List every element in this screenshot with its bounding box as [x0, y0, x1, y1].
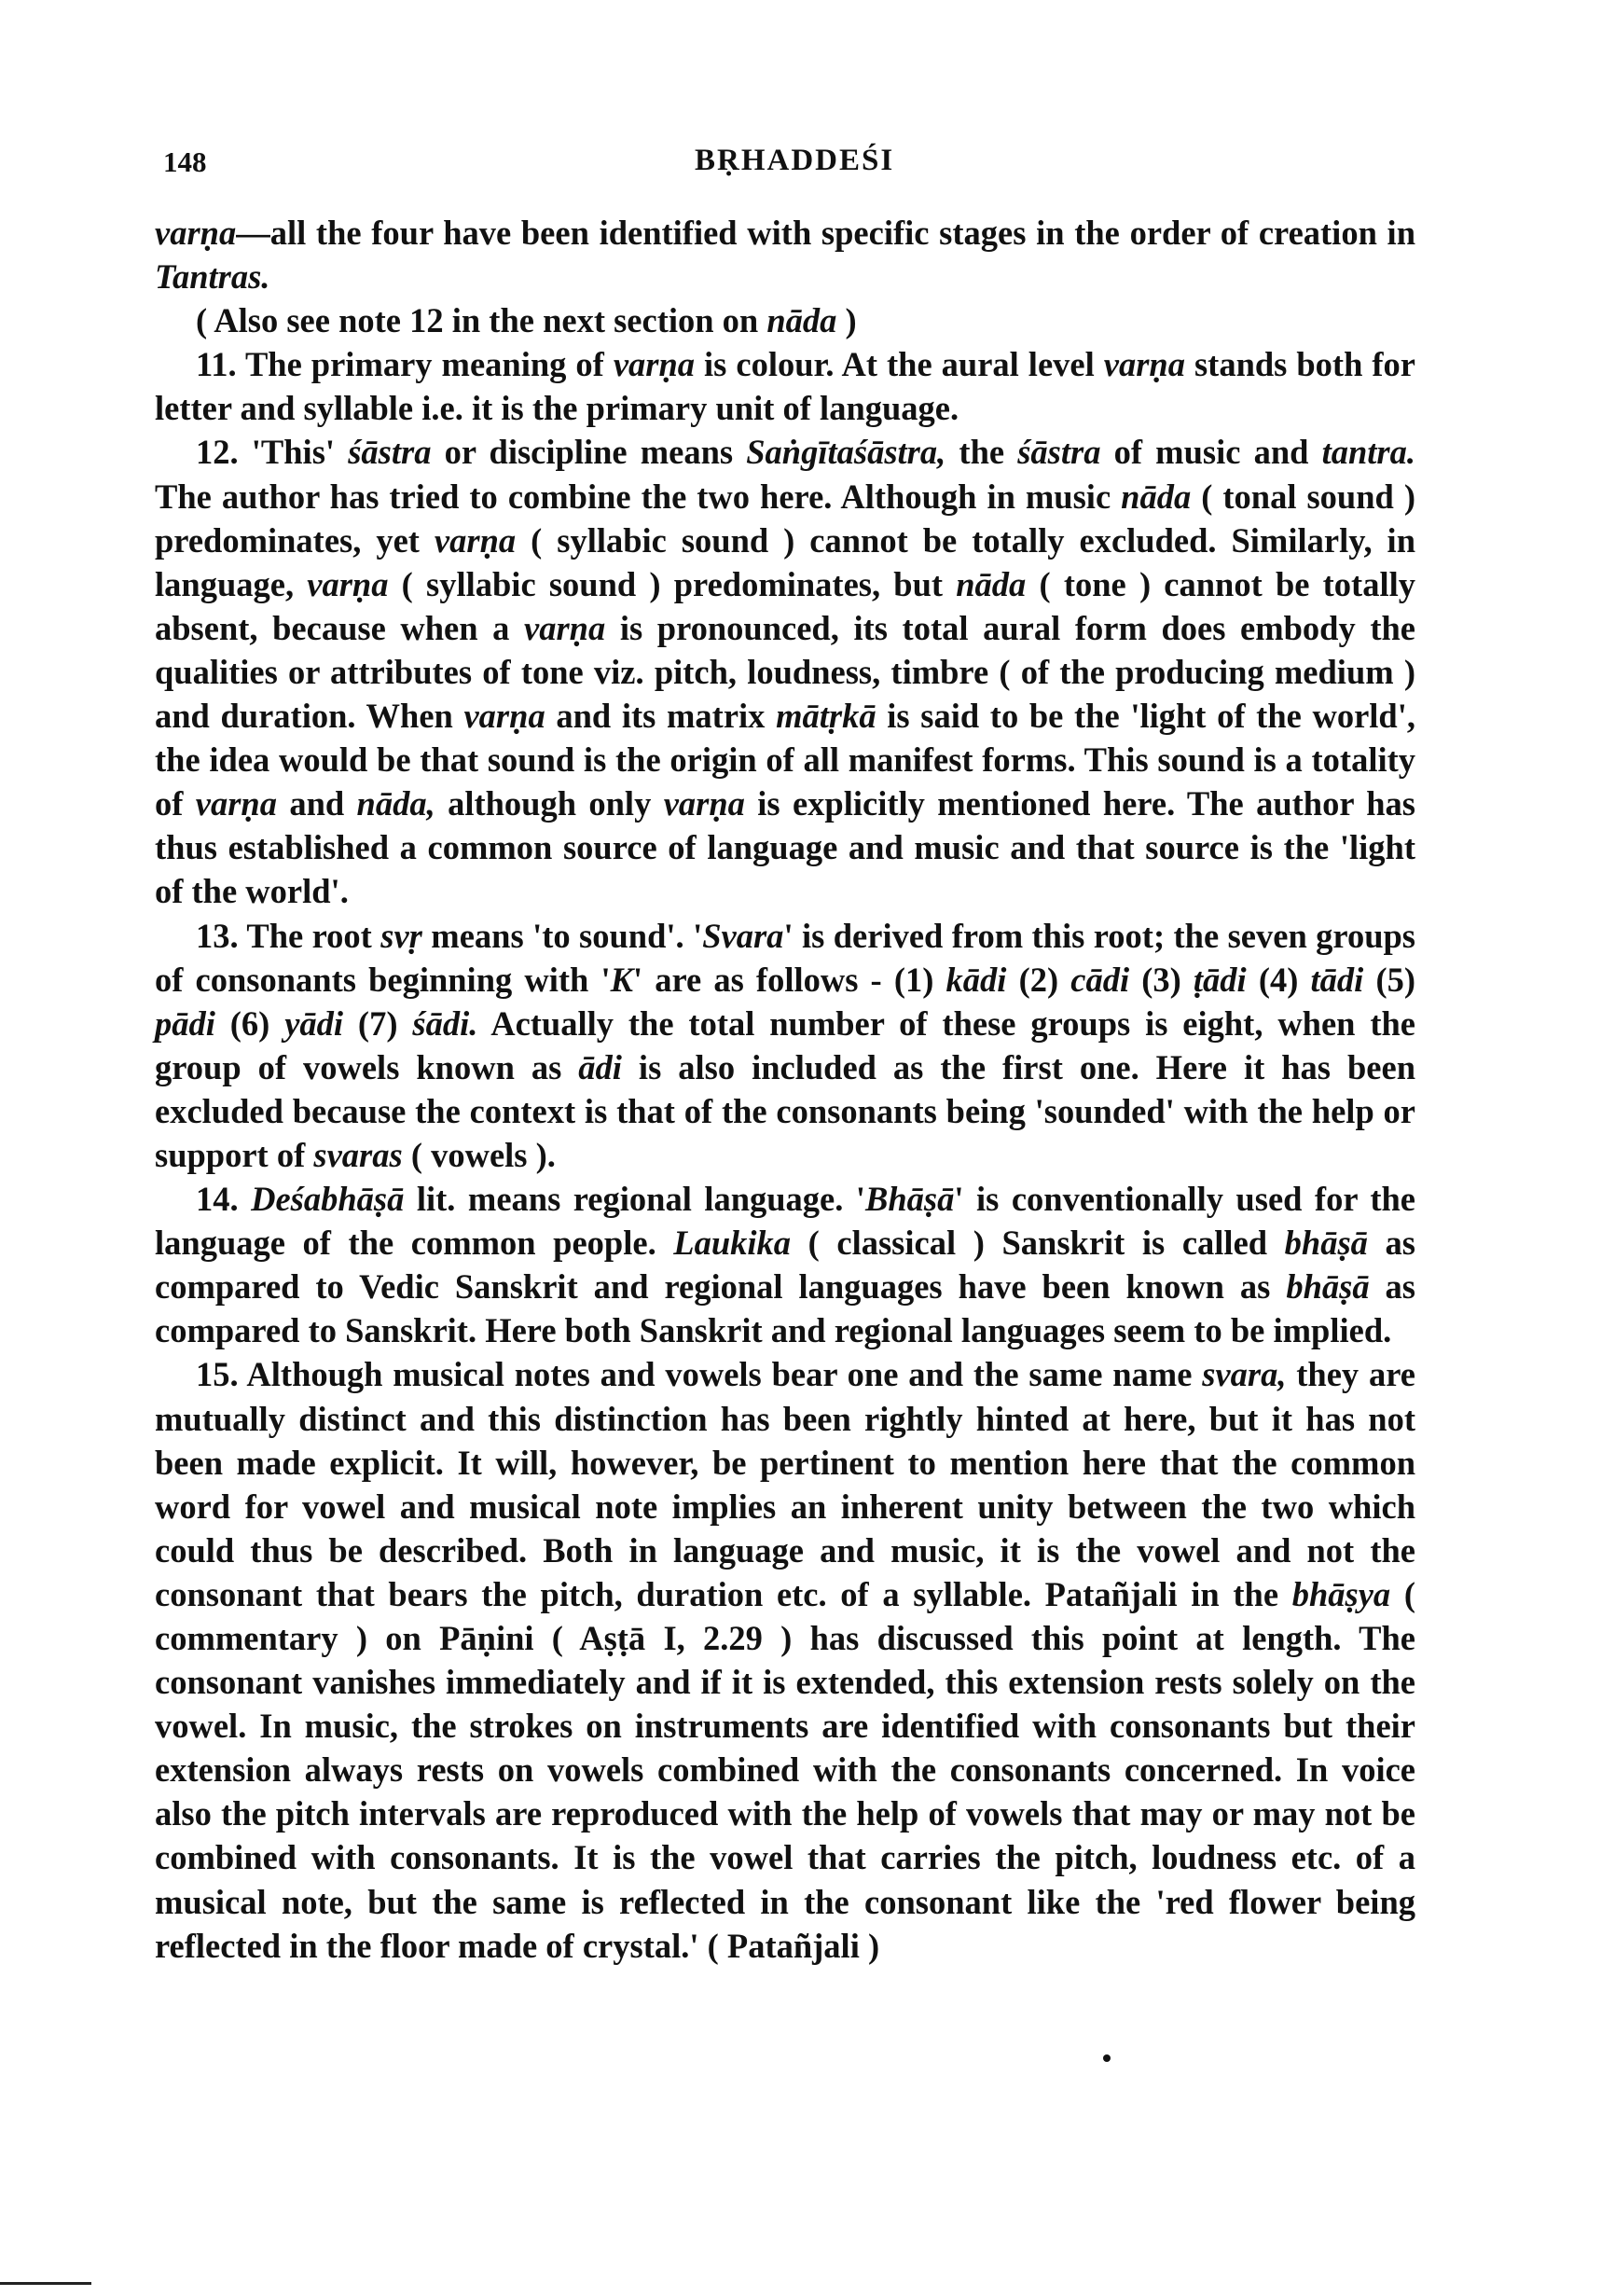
- text-run: the: [945, 433, 1018, 472]
- italic-term: yādi: [284, 1003, 344, 1043]
- italic-term: nāda: [1121, 477, 1192, 516]
- text-run: of music and: [1100, 433, 1322, 472]
- text-run: The author has tried to combine the two here. Although in music: [155, 477, 1122, 516]
- text-run: (6): [214, 1003, 285, 1043]
- text-run: ' is derived from this root; the seven groups of consonants beginning with ': [155, 916, 1416, 999]
- text-run: as compared to Sanskrit. Here both Sanskrit and regional languages seem to be implied.: [155, 1267, 1415, 1350]
- italic-term: ṭādi: [1193, 960, 1247, 999]
- text-run: 11. The primary meaning of: [196, 345, 614, 384]
- notes-body: [155, 211, 1415, 1968]
- text-run: ( syllabic sound ) cannot be totally excluded. Similarly, in language,: [155, 520, 1415, 603]
- text-run: is explicitly mentioned here. The author has thus established a common source of language and music and that source is the 'light of the world'.: [155, 784, 1415, 911]
- text-run: 12. 'This': [196, 433, 349, 472]
- italic-term: varṇa: [613, 345, 696, 384]
- italic-term: nāda,: [356, 784, 435, 823]
- paragraph-note-15: [155, 1352, 1415, 1967]
- italic-term: tantra.: [1321, 433, 1415, 472]
- italic-term: Saṅgītaśāstra,: [746, 433, 946, 472]
- italic-term: śāstra: [1017, 433, 1101, 472]
- text-run: is colour. At the aural level: [695, 345, 1104, 384]
- text-run: ( tone ) cannot be totally absent, because when a: [155, 564, 1415, 647]
- italic-term: svara,: [1202, 1355, 1287, 1394]
- paragraph-note-14: [155, 1177, 1415, 1352]
- text-run: ' is conventionally used for the language of the common people.: [155, 1180, 1416, 1263]
- text-run: lit. means regional language. ': [404, 1180, 866, 1219]
- text-run: is also included as the first one. Here it has been excluded because the context is that of the consonants being 'sounded' with the help or support of: [155, 1047, 1415, 1174]
- italic-term: bhāṣā: [1286, 1267, 1370, 1307]
- italic-term: pādi: [155, 1003, 215, 1043]
- text-run: although only: [435, 784, 664, 823]
- text-run: 15. Although musical notes and vowels bear one and the same name: [196, 1355, 1203, 1394]
- text-run: (4): [1246, 960, 1311, 999]
- text-run: ( classical ) Sanskrit is called: [791, 1224, 1285, 1263]
- italic-term: svṛ: [380, 916, 422, 955]
- italic-term: varṇa: [195, 784, 277, 823]
- italic-term: bhāṣya: [1291, 1574, 1391, 1613]
- page-number: 148: [163, 145, 207, 178]
- scan-edge-mark: [0, 2282, 91, 2285]
- paragraph-cont: [155, 211, 1415, 298]
- text-run: (7): [343, 1003, 413, 1043]
- italic-term: mātṛkā: [776, 697, 876, 736]
- text-run: —all the four have been identified with specific stages in the order of creation in: [236, 214, 1415, 252]
- text-run: ( commentary ) on Pāṇini ( Aṣṭā I, 2.29 ) has discussed this point at length. The consonant vanishes immediately and if it is extended, this extension rests solely on the vowel. In music, the strokes on instruments are identified with consonants but their extension always rests on vowels combined with the consonants concerned. In voice also the pitch intervals are reproduced with the help of vowels that may or may not be combined with consonants. It is the vowel that carries the pitch, loudness etc. of a musical note, but the same is reflected in the consonant like the 'red flower being reflected in the floor made of crystal.' ( Patañjali ): [155, 1574, 1415, 1965]
- italic-term: varṇa: [307, 564, 389, 603]
- italic-term: Deśabhāṣā: [251, 1180, 405, 1219]
- text-run: they are mutually distinct and this distinction has been rightly hinted at here, but it has not been made explicit. It will, however, be pertinent to mention here that the common word for vowel and musical note implies an inherent unity between the two which could thus be described. Both in language and music, it is the vowel and not the consonant that bears the pitch, duration etc. of a syllable. Patañjali in the: [155, 1355, 1415, 1613]
- italic-term: varṇa: [463, 697, 545, 736]
- italic-term: cādi: [1070, 960, 1130, 999]
- italic-term: kādi: [945, 960, 1007, 999]
- text-run: and its matrix: [545, 697, 777, 736]
- text-run: and: [276, 784, 357, 823]
- paragraph-note-12: [155, 430, 1415, 913]
- italic-term: nāda: [766, 301, 837, 340]
- italic-term: Bhāṣā: [865, 1180, 955, 1219]
- text-run: as compared to Vedic Sanskrit and regional languages have been known as: [155, 1224, 1415, 1307]
- text-run: is pronounced, its total aural form does embody the qualities or attributes of tone viz. pitch, loudness, timbre ( of the producing medium ) and duration. When: [155, 608, 1415, 736]
- italic-term: Svara: [702, 916, 784, 955]
- italic-term: tādi: [1310, 960, 1364, 999]
- italic-term: varṇa: [524, 608, 606, 647]
- text-run: ( tonal sound ) predominates, yet: [155, 477, 1415, 560]
- italic-term: svaras: [313, 1135, 403, 1174]
- italic-term: nāda: [956, 564, 1027, 603]
- italic-term: śāstra: [348, 433, 432, 472]
- italic-term: varṇa: [1103, 345, 1185, 384]
- text-run: 13. The root: [196, 916, 381, 955]
- print-speck: [1103, 2054, 1111, 2062]
- paragraph-note-11: [155, 342, 1415, 430]
- italic-term: Laukika: [673, 1224, 792, 1263]
- text-run: (2): [1006, 960, 1071, 999]
- page-header: [163, 140, 1413, 187]
- italic-term: K: [610, 960, 633, 999]
- italic-term: śādi.: [412, 1003, 478, 1043]
- text-run: 14.: [196, 1180, 252, 1219]
- text-run: or discipline means: [431, 433, 747, 472]
- italic-term: varṇa: [663, 784, 745, 823]
- running-title: BṚHADDEŚI: [695, 144, 895, 177]
- text-run: ' are as follows - (1): [632, 960, 946, 999]
- text-run: ( vowels ).: [402, 1135, 556, 1174]
- paragraph-see-note: [155, 298, 1415, 342]
- text-run: ): [836, 301, 857, 340]
- italic-term: Tantras.: [155, 257, 270, 297]
- text-run: is said to be the 'light of the world', the idea would be that sound is the origin of all manifest forms. This sound is a totality of: [155, 697, 1415, 823]
- text-run: means 'to sound'. ': [421, 916, 703, 955]
- text-run: (5): [1363, 960, 1415, 999]
- text-run: ( syllabic sound ) predominates, but: [388, 564, 957, 603]
- paragraph-note-13: [155, 914, 1415, 1178]
- italic-term: varṇa: [155, 214, 237, 252]
- text-run: (3): [1129, 960, 1194, 999]
- italic-term: ādi: [578, 1047, 622, 1086]
- text-run: Actually the total number of these groups is eight, when the group of vowels known as: [155, 1003, 1416, 1086]
- italic-term: bhāṣā: [1284, 1224, 1368, 1263]
- text-run: ( Also see note 12 in the next section on: [196, 301, 767, 340]
- text-run: stands both for letter and syllable i.e. it is the primary unit of language.: [155, 345, 1415, 428]
- italic-term: varṇa: [434, 520, 517, 560]
